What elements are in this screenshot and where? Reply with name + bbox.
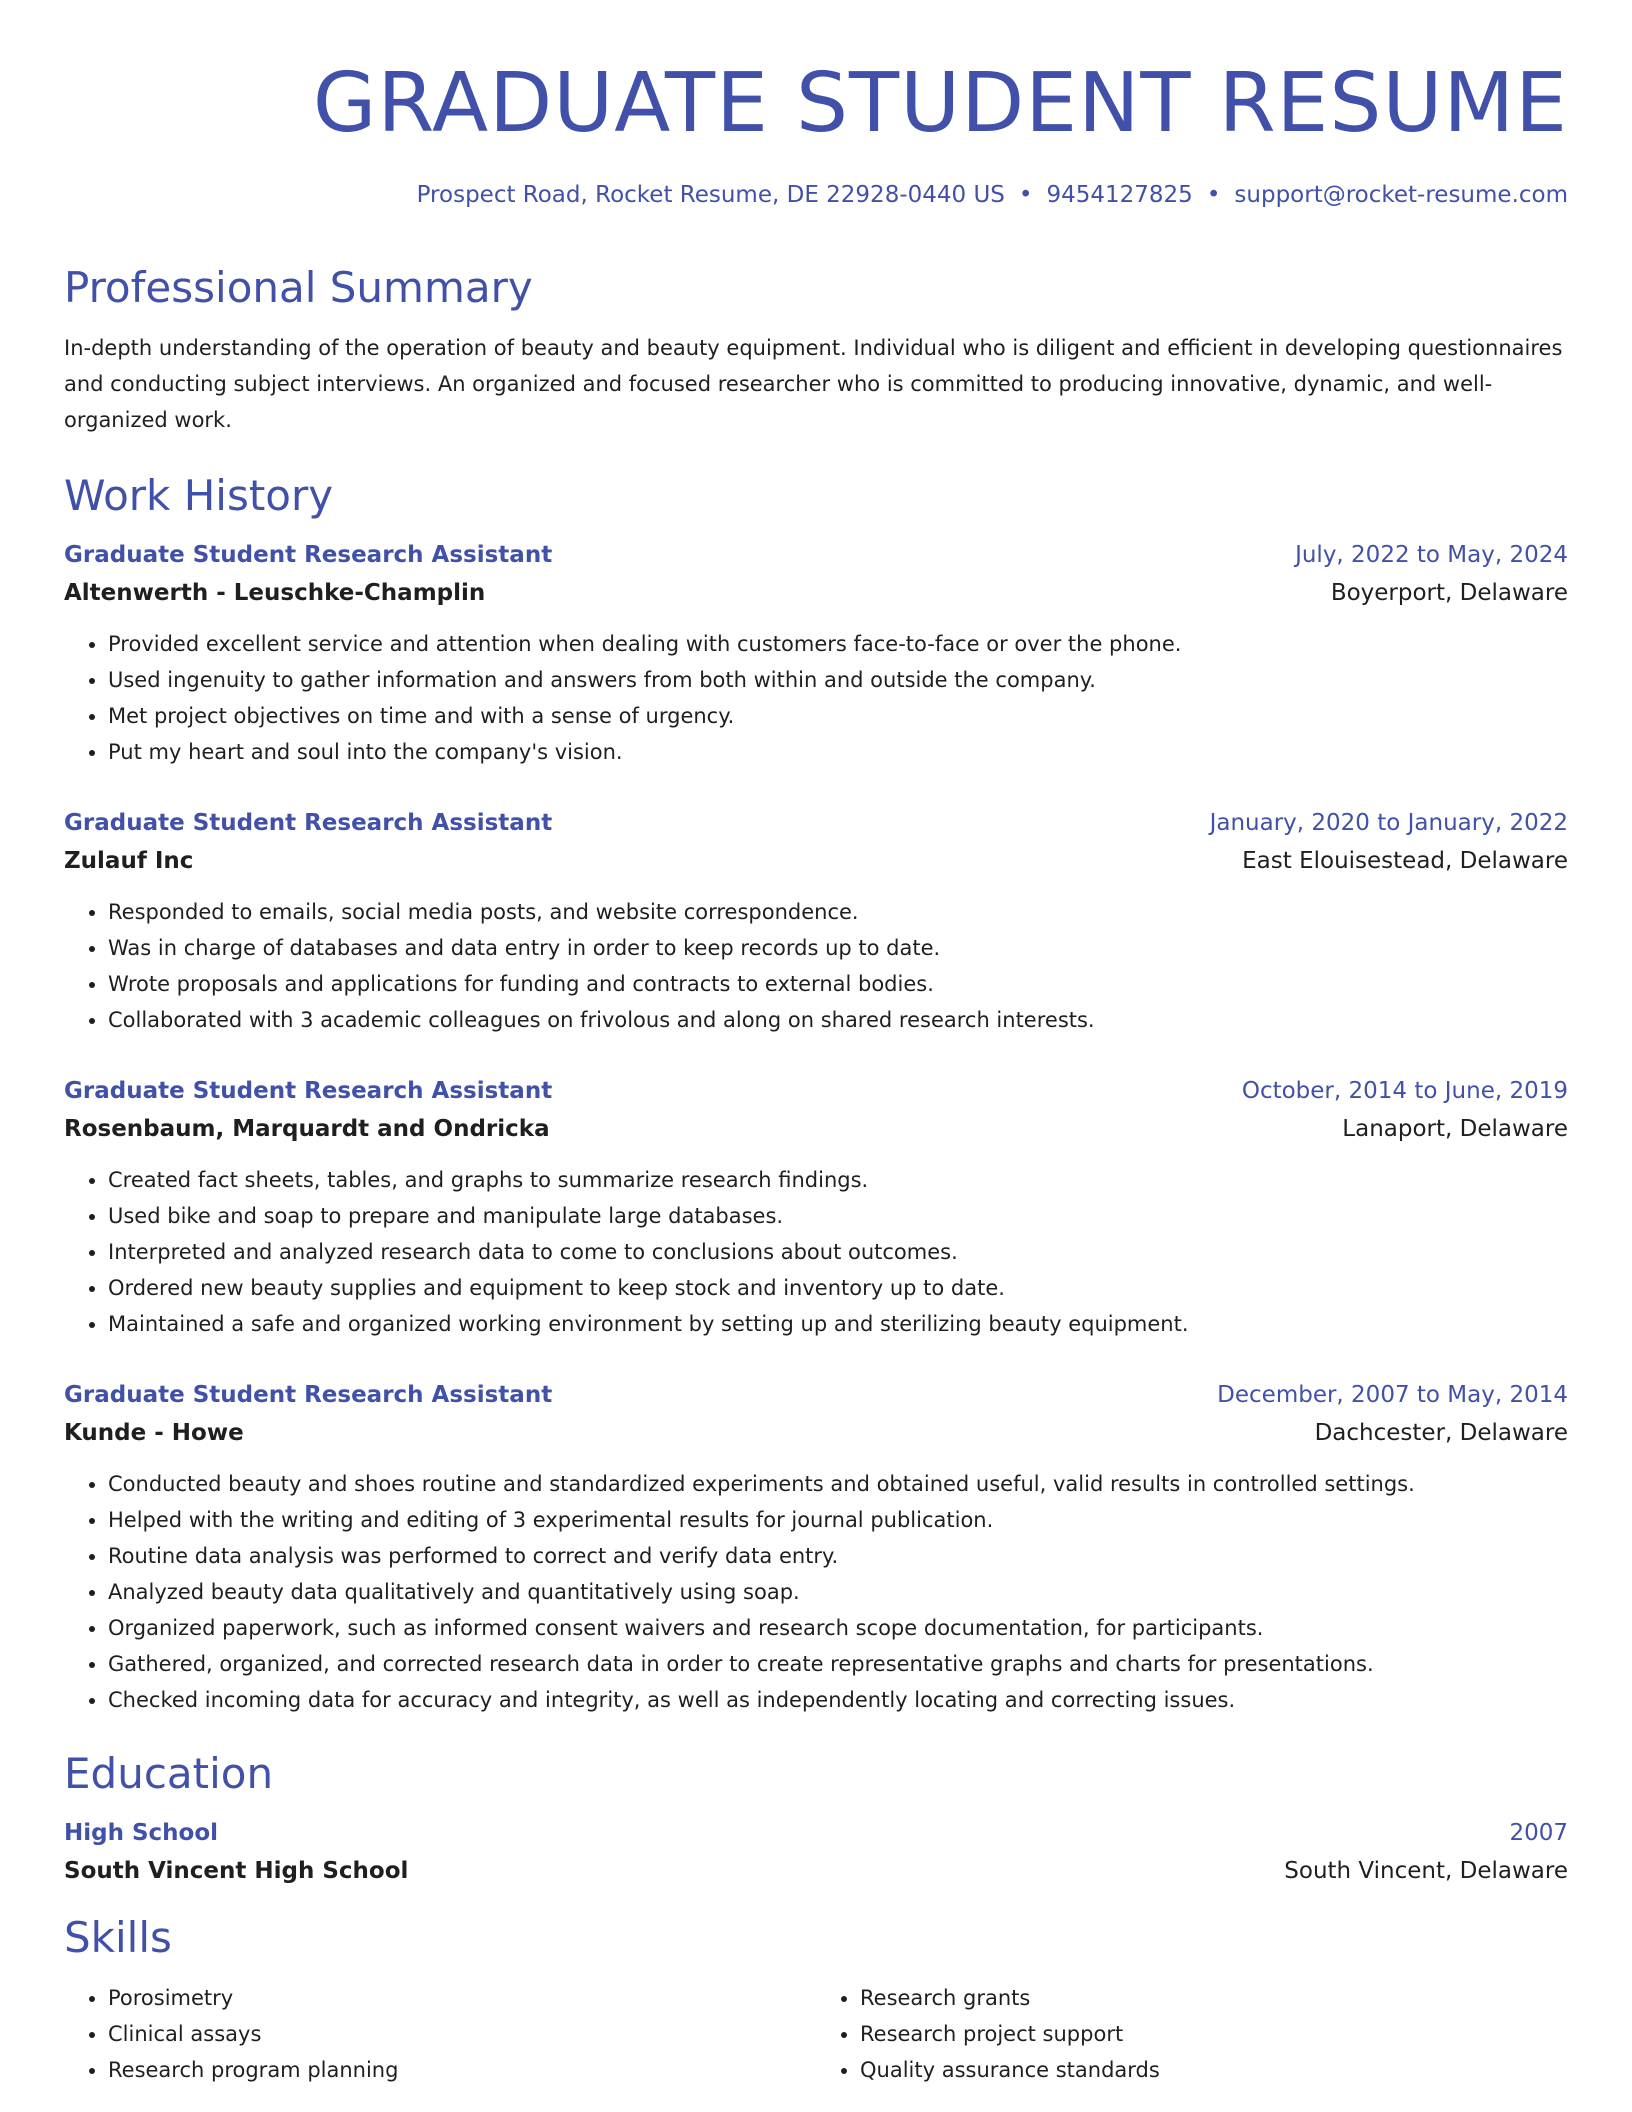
- education-heading: Education: [64, 1749, 274, 1798]
- job-bullet: • Routine data analysis was performed to correct and verify data entry.: [108, 1538, 1568, 1574]
- job-bullet: • Responded to emails, social media posts, and website correspondence.: [108, 894, 1568, 930]
- education-location: South Vincent, Delaware: [1284, 1858, 1568, 1884]
- job-bullet: • Was in charge of databases and data entry in order to keep records up to date.: [108, 930, 1568, 966]
- resume-header: [64, 0, 1568, 210]
- skills-list: [64, 1980, 1568, 2088]
- skill-item: • Clinical assays: [108, 2016, 816, 2052]
- job-bullet: • Wrote proposals and applications for funding and contracts to external bodies.: [108, 966, 1568, 1002]
- job-entry: [64, 808, 1568, 1038]
- summary-heading: Professional Summary: [64, 263, 533, 312]
- job-bullet: • Helped with the writing and editing of 3 experimental results for journal publication.: [108, 1502, 1568, 1538]
- job-bullet: • Collaborated with 3 academic colleagues on frivolous and along on shared research interests.: [108, 1002, 1568, 1038]
- job-bullet: • Ordered new beauty supplies and equipment to keep stock and inventory up to date.: [108, 1270, 1568, 1306]
- skills-column-left: [64, 1980, 816, 2088]
- skill-item: • Research grants: [860, 1980, 1568, 2016]
- job-bullet: • Met project objectives on time and with a sense of urgency.: [108, 698, 1568, 734]
- job-bullet: • Analyzed beauty data qualitatively and quantitatively using soap.: [108, 1574, 1568, 1610]
- job-company: Altenwerth - Leuschke-Champlin: [64, 580, 486, 606]
- job-entry: [64, 540, 1568, 770]
- job-bullet: • Organized paperwork, such as informed consent waivers and research scope documentation, for participants.: [108, 1610, 1568, 1646]
- skill-item: • Research project support: [860, 2016, 1568, 2052]
- job-company: Rosenbaum, Marquardt and Ondricka: [64, 1116, 550, 1142]
- job-location: Boyerport, Delaware: [1330, 580, 1568, 606]
- contact-address: Prospect Road, Rocket Resume, DE 22928-0440 US: [416, 182, 1005, 208]
- job-dates: December, 2007 to May, 2014: [1217, 1382, 1568, 1408]
- resume-title: GRADUATE STUDENT RESUME: [312, 56, 1568, 151]
- education-degree: High School: [64, 1820, 219, 1846]
- contact-separator: •: [1206, 182, 1221, 208]
- job-title: Graduate Student Research Assistant: [64, 1382, 553, 1408]
- job-bullet: • Put my heart and soul into the company's vision.: [108, 734, 1568, 770]
- job-entry: [64, 1076, 1568, 1342]
- job-location: East Elouisestead, Delaware: [1242, 848, 1568, 874]
- contact-line: [64, 180, 1568, 210]
- job-dates: July, 2022 to May, 2024: [1295, 542, 1568, 568]
- job-bullets: [64, 1466, 1568, 1718]
- job-title: Graduate Student Research Assistant: [64, 810, 553, 836]
- job-bullet: • Used bike and soap to prepare and manipulate large databases.: [108, 1198, 1568, 1234]
- work-history-heading: Work History: [64, 471, 334, 520]
- job-title: Graduate Student Research Assistant: [64, 1078, 553, 1104]
- skills-heading: Skills: [64, 1913, 172, 1962]
- job-dates: October, 2014 to June, 2019: [1241, 1078, 1568, 1104]
- job-bullet: • Maintained a safe and organized working environment by setting up and sterilizing beauty equipment.: [108, 1306, 1568, 1342]
- job-bullet: • Interpreted and analyzed research data to come to conclusions about outcomes.: [108, 1234, 1568, 1270]
- job-bullet: • Created fact sheets, tables, and graphs to summarize research findings.: [108, 1162, 1568, 1198]
- education-school: South Vincent High School: [64, 1858, 409, 1884]
- job-bullet: • Conducted beauty and shoes routine and standardized experiments and obtained useful, valid results in controlled settings.: [108, 1466, 1568, 1502]
- job-bullet: • Checked incoming data for accuracy and integrity, as well as independently locating and correcting issues.: [108, 1682, 1568, 1718]
- job-bullets: [64, 1162, 1568, 1342]
- job-bullets: [64, 626, 1568, 770]
- education-entry: [64, 1818, 1568, 1886]
- job-dates: January, 2020 to January, 2022: [1209, 810, 1568, 836]
- job-bullet: • Used ingenuity to gather information and answers from both within and outside the company.: [108, 662, 1568, 698]
- job-bullet: • Gathered, organized, and corrected research data in order to create representative graphs and charts for presentations.: [108, 1646, 1568, 1682]
- job-company: Zulauf Inc: [64, 848, 194, 874]
- skills-column-right: [816, 1980, 1568, 2088]
- education-year: 2007: [1509, 1820, 1568, 1846]
- job-entry: [64, 1380, 1568, 1718]
- job-title: Graduate Student Research Assistant: [64, 542, 553, 568]
- contact-separator: •: [1018, 182, 1033, 208]
- job-location: Dachcester, Delaware: [1314, 1420, 1568, 1446]
- summary-text: In-depth understanding of the operation of beauty and beauty equipment. Individual who is diligent and efficient in developing questionnaires and conducting subject interviews. An organized and focused researcher who is committed to producing innovative, dynamic, and well-organized work.: [64, 336, 1563, 432]
- job-bullets: [64, 894, 1568, 1038]
- job-bullet: • Provided excellent service and attention when dealing with customers face-to-face or over the phone.: [108, 626, 1568, 662]
- contact-email: support@rocket-resume.com: [1234, 182, 1568, 208]
- job-company: Kunde - Howe: [64, 1420, 244, 1446]
- contact-phone: 9454127825: [1046, 182, 1193, 208]
- skill-item: • Quality assurance standards: [860, 2052, 1568, 2088]
- job-location: Lanaport, Delaware: [1342, 1116, 1568, 1142]
- skill-item: • Research program planning: [108, 2052, 816, 2088]
- skill-item: • Porosimetry: [108, 1980, 816, 2016]
